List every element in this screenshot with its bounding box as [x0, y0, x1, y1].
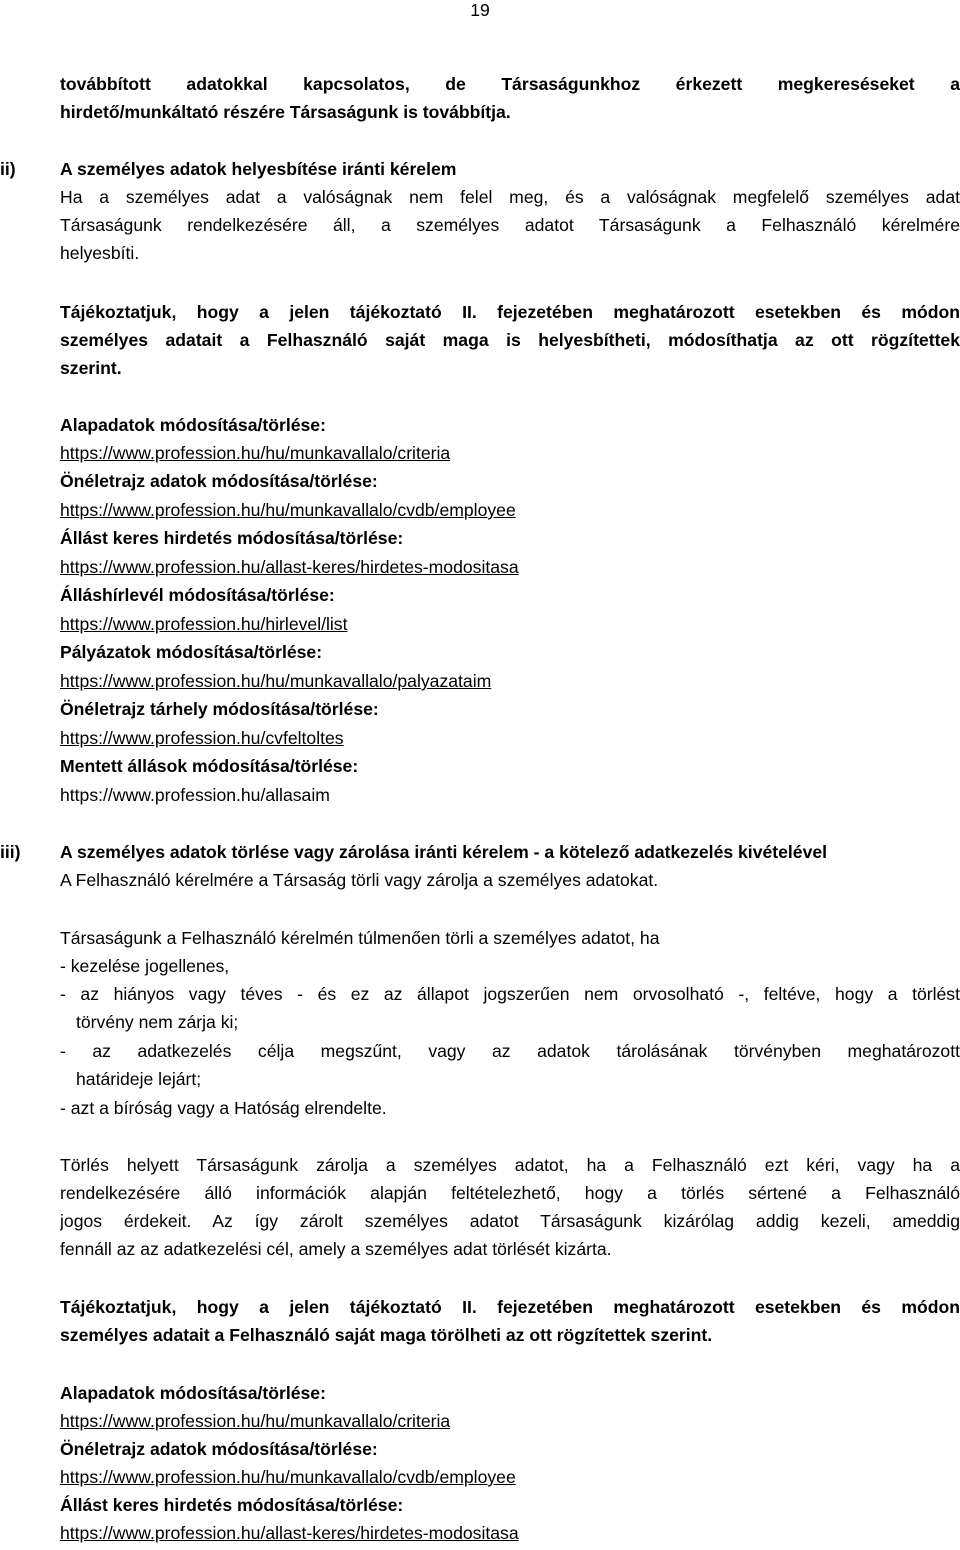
lock-para-line: rendelkezésére álló információk alapján feltételezhető, hogy a törlés sértené a Felhasználó	[60, 1183, 960, 1203]
link-url[interactable]: https://www.profession.hu/hirlevel/list	[60, 614, 348, 634]
section-ii-para2-line1: Tájékoztatjuk, hogy a jelen tájékoztató II. fejezetében meghatározott esetekben és módon	[60, 302, 960, 322]
list-item: - kezelése jogellenes,	[60, 956, 230, 976]
section-iii-intro: Társaságunk a Felhasználó kérelmén túlmenően törli a személyes adatot, ha	[60, 928, 660, 948]
list-item: - az adatkezelés célja megszűnt, vagy az adatok tárolásának törvényben meghatározott	[60, 1041, 960, 1061]
section-ii-para2-line3: szerint.	[60, 358, 122, 378]
link-url[interactable]: https://www.profession.hu/cvfeltoltes	[60, 728, 344, 748]
link-title: Alapadatok módosítása/törlése:	[60, 1383, 326, 1403]
link-url[interactable]: https://www.profession.hu/hu/munkavallalo/criteria	[60, 1411, 451, 1431]
page-number: 19	[470, 0, 490, 20]
list-item: - az hiányos vagy téves - és ez az állapot jogszerűen nem orvosolható -, feltéve, hogy a törlést	[60, 984, 960, 1004]
link-url[interactable]: https://www.profession.hu/allast-keres/hirdetes-modositasa	[60, 557, 519, 577]
intro-line-2: hirdető/munkáltató részére Társaságunk is továbbítja.	[60, 102, 511, 122]
link-title: Önéletrajz adatok módosítása/törlése:	[60, 1439, 378, 1459]
link-title: Álláshírlevél módosítása/törlése:	[60, 585, 335, 605]
link-title: Mentett állások módosítása/törlése:	[60, 756, 359, 776]
link-title: Önéletrajz adatok módosítása/törlése:	[60, 471, 378, 491]
section-ii-para1-line3: helyesbíti.	[60, 243, 140, 263]
link-url[interactable]: https://www.profession.hu/hu/munkavallalo/palyazataim	[60, 671, 492, 691]
lock-para-line: Törlés helyett Társaságunk zárolja a személyes adatot, ha a Felhasználó ezt kéri, vagy ha a	[60, 1155, 960, 1175]
link-url[interactable]: https://www.profession.hu/allast-keres/hirdetes-modositasa	[60, 1523, 519, 1543]
intro-line-1: továbbított adatokkal kapcsolatos, de Társaságunkhoz érkezett megkereséseket a	[60, 74, 960, 94]
link-title: Állást keres hirdetés módosítása/törlése:	[60, 1495, 404, 1515]
section-ii-para2-line2: személyes adatait a Felhasználó saját maga is helyesbítheti, módosíthatja az ott rögzítettek	[60, 330, 960, 350]
list-item-cont: törvény nem zárja ki;	[76, 1012, 239, 1032]
info-para-line: Tájékoztatjuk, hogy a jelen tájékoztató II. fejezetében meghatározott esetekben és módon	[60, 1297, 960, 1317]
link-title: Önéletrajz tárhely módosítása/törlése:	[60, 699, 379, 719]
link-url[interactable]: https://www.profession.hu/hu/munkavallalo/criteria	[60, 443, 451, 463]
link-url[interactable]: https://www.profession.hu/hu/munkavallalo/cvdb/employee	[60, 1467, 516, 1487]
section-ii-label: ii)	[0, 159, 16, 179]
section-ii-para1-line1: Ha a személyes adat a valóságnak nem felel meg, és a valóságnak megfelelő személyes adat	[60, 187, 960, 207]
lock-para-line: fennáll az az adatkezelési cél, amely a személyes adat törlését kizárta.	[60, 1239, 612, 1259]
info-para-line: személyes adatait a Felhasználó saját maga törölheti az ott rögzítettek szerint.	[60, 1325, 713, 1345]
list-item: - azt a bíróság vagy a Hatóság elrendelte.	[60, 1098, 387, 1118]
link-title: Pályázatok módosítása/törlése:	[60, 642, 323, 662]
section-iii-label: iii)	[0, 842, 21, 862]
section-iii-heading: A személyes adatok törlése vagy zárolása iránti kérelem - a kötelező adatkezelés kivételével	[60, 842, 828, 862]
list-item-cont: határideje lejárt;	[76, 1069, 202, 1089]
section-iii-line1: A Felhasználó kérelmére a Társaság törli vagy zárolja a személyes adatokat.	[60, 870, 659, 890]
link-title: Alapadatok módosítása/törlése:	[60, 415, 326, 435]
link-title: Állást keres hirdetés módosítása/törlése:	[60, 528, 404, 548]
section-ii-para1-line2: Társaságunk rendelkezésére áll, a személyes adatot Társaságunk a Felhasználó kérelmére	[60, 215, 960, 235]
link-url[interactable]: https://www.profession.hu/allasaim	[60, 785, 330, 805]
lock-para-line: jogos érdekeit. Az így zárolt személyes adatot Társaságunk kizárólag addig kezeli, ameddig	[60, 1211, 960, 1231]
section-ii-heading: A személyes adatok helyesbítése iránti kérelem	[60, 159, 457, 179]
link-url[interactable]: https://www.profession.hu/hu/munkavallalo/cvdb/employee	[60, 500, 516, 520]
